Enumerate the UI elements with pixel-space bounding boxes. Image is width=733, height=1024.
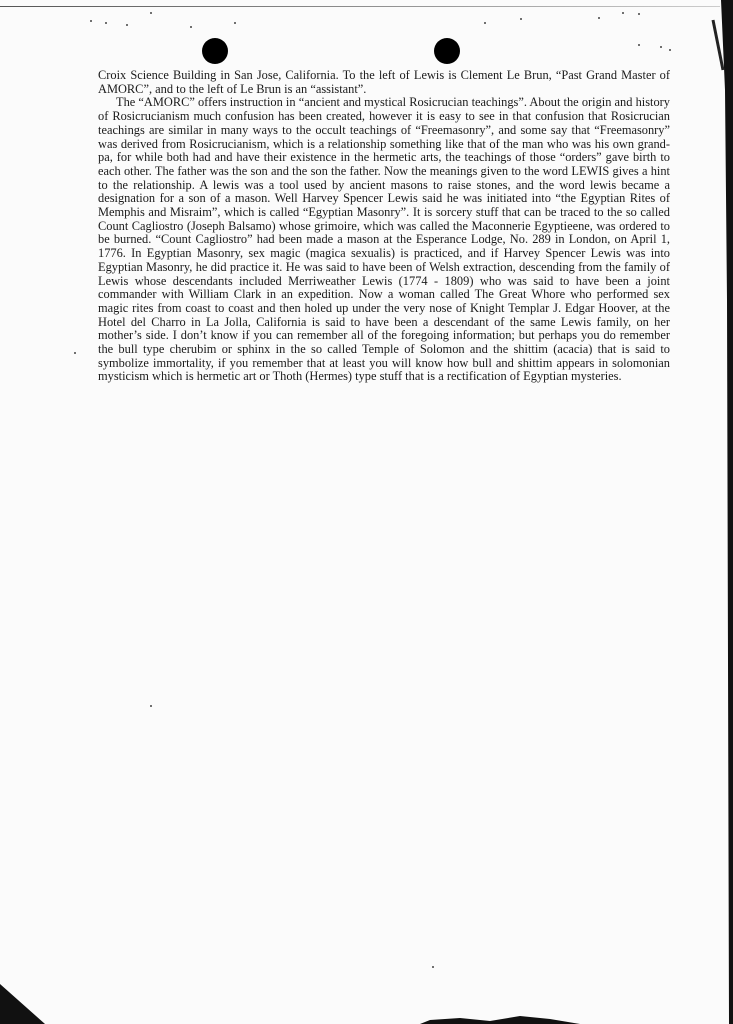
scan-speck (105, 22, 107, 24)
dark-corner-bottom-left (0, 964, 60, 1024)
paragraph: Croix Science Building in San Jose, California. To the left of Lewis is Clement Le Brun, “Past Grand Master of AMORC”, and to the left of Le Brun is an “assistant”. (98, 68, 670, 96)
body-text (98, 69, 670, 384)
scan-speck (432, 966, 434, 968)
scan-speck (638, 44, 640, 46)
paragraph: The “AMORC” offers instruction in “ancient and mystical Rosicrucian teachings”. About the origin and history of Rosicrucianism much confusion has been created, however it is easy to see in that confusion that Rosicrucian teachings are similar in many ways to the occult teachings of “Freemasonry”, and some say that “Freemasonry” was derived from Rosicrucianism, which is a relationship something like that of the man who was his own grand-pa, for while both had and have their existence in the hermetic arts, the teachings of those “orders” gave birth to each other. The father was the son and the son the father. Now the meanings given to the word LEWIS gives a hint to the relationship. A lewis was a tool used by ancient masons to raise stones, and the word lewis became a designation for a son of a mason. Well Harvey Spencer Lewis said he was initiated into “the Egyptian Rites of Memphis and Misraim”, which is called “Egyptian Masonry”. It is sorcery stuff that can be traced to the so called Count Cagliostro (Joseph Balsamo) whose grimoire, which was called the Maconnerie Egyptieene, was ordered to be burned. “Count Cagliostro” had been made a mason at the Esperance Lodge, No. 289 in London, on April 1, 1776. In Egyptian Masonry, sex magic (magica sexualis) is practiced, and if Harvey Spencer Lewis was into Egyptian Masonry, he did practice it. He was said to have been of Welsh extraction, descending from the family of Lewis whose descendants included Merriweather Lewis (1774 - 1809) who was said to have been a joint commander with William Clark in an expedition. Now a woman called The Great Whore who performed sex magic rites from coast to coast and then holed up under the very nose of Knight Templar J. Edgar Hoover, at the Hotel del Charro in La Jolla, California is said to have been a descendant of the same Lewis family, on her mother’s side. I don’t know if you can remember all of the foregoing information; but perhaps you do remember the bull type cherubim or sphinx in the so called Temple of Solomon and the shittim (acacia) that is said to symbolize immortality, if you remember that at least you will know how bull and shittim appears in solomonian mysticism which is hermetic art or Thoth (Hermes) type stuff that is a rectification of Egyptian mysteries. (98, 95, 670, 384)
bottom-edge-smudge (420, 1012, 580, 1024)
scan-speck (190, 26, 192, 28)
scan-speck (598, 17, 600, 19)
top-edge-rule (0, 6, 720, 7)
scan-speck (669, 49, 671, 51)
scan-speck (150, 12, 152, 14)
scan-speck (622, 12, 624, 14)
dark-page-edge-right (693, 0, 733, 1024)
scan-speck (90, 20, 92, 22)
scan-speck (638, 13, 640, 15)
punch-hole-left (202, 38, 228, 64)
scan-speck (234, 22, 236, 24)
punch-hole-right (434, 38, 460, 64)
scan-speck (126, 24, 128, 26)
scan-speck (74, 352, 76, 354)
scan-speck (660, 46, 662, 48)
scan-speck (484, 22, 486, 24)
scan-speck (520, 18, 522, 20)
scan-speck (150, 705, 152, 707)
